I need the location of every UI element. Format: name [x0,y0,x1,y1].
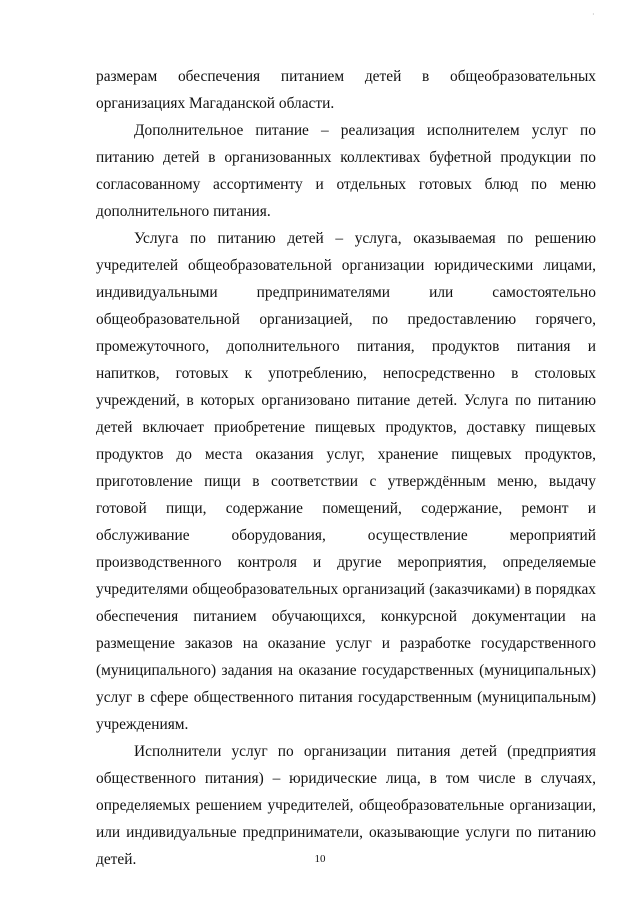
page-number: 10 [314,853,326,865]
paragraph-catering-service: Услуга по питанию детей – услуга, оказываемая по решению учредителей общеобразовательной организации юридическими лицами, индивидуальными предпринимателями или самостоятельно общеобразовательной организацией, по предоставлению горячего, промежуточного, дополнительного питания, продуктов питания и напитков, готовых к употреблению, непосредственно в столовых учреждений, в которых организовано питание детей. Услуга по питанию детей включает приобретение пищевых продуктов, доставку пищевых продуктов до места оказания услуг, хранение пищевых продуктов, приготовление пищи в соответствии с утверждённым меню, выдачу готовой пищи, содержание помещений, содержание, ремонт и обслуживание оборудования, осуществление мероприятий производственного контроля и другие мероприятия, определяемые учредителями общеобразовательных организаций (заказчиками) в порядках обеспечения питанием обучающихся, конкурсной документации на размещение заказов на оказание услуг и разработке государственного (муниципального) задания на оказание государственных (муниципальных) услуг в сфере общественного питания государственным (муниципальным) учреждениям. [96,230,596,733]
body-text [96,63,596,873]
paragraph-service-providers: Исполнители услуг по организации питания детей (предприятия общественного питания) – юридические лица, в том числе в случаях, определяемых решением учредителей, общеобразовательные организации, или индивидуальные предприниматели, оказывающие услуги по питанию детей. [96,743,596,868]
paragraph-additional-nutrition: Дополнительное питание – реализация исполнителем услуг по питанию детей в организованных коллективах буфетной продукции по согласованному ассортименту и отдельных готовых блюд по меню дополнительного питания. [96,122,596,220]
corner-mark: · [592,10,595,19]
paragraph-continuation: размерам обеспечения питанием детей в общеобразовательных организациях Магаданской области. [96,68,596,112]
